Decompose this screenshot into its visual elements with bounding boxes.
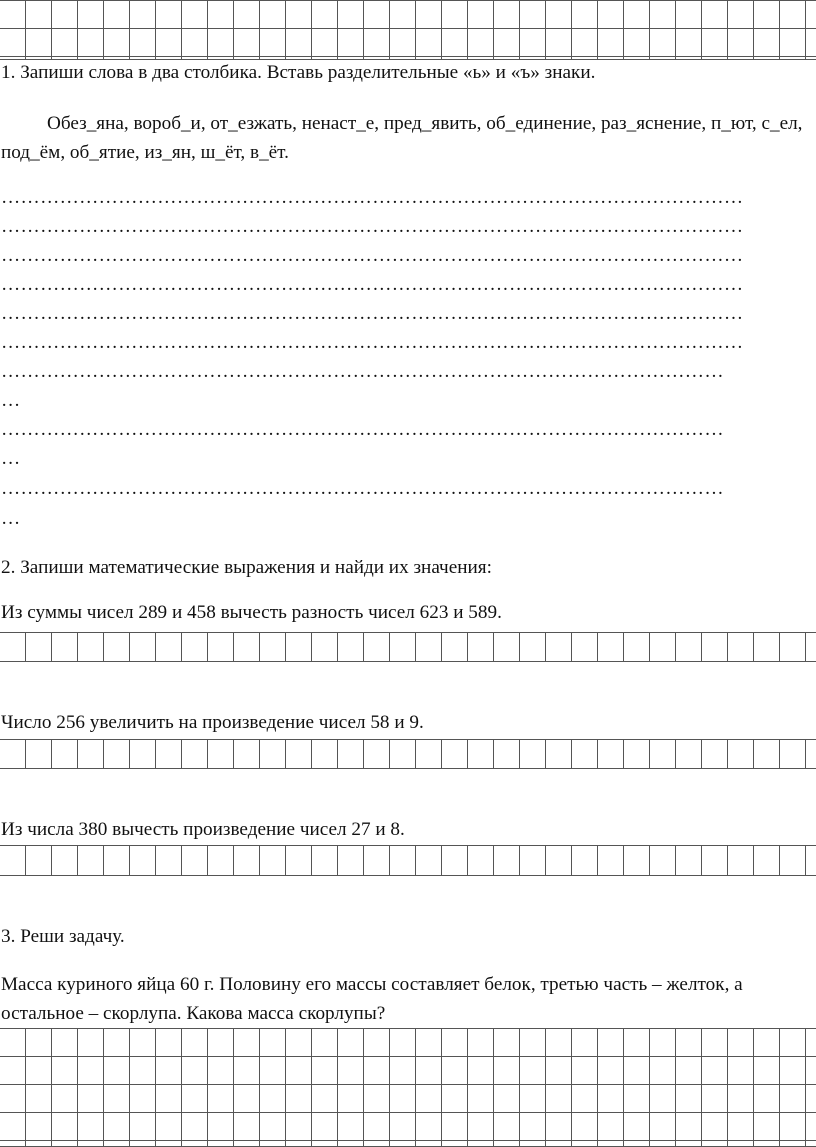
answer-line-2[interactable]: …………………………………………………………………………………………………… (1, 216, 744, 237)
answer-line-8[interactable]: ………………………………………………………………………………………………… (1, 419, 724, 440)
expression-1-grid[interactable] (0, 632, 816, 662)
top-grid (0, 0, 816, 60)
expression-2-grid[interactable] (0, 739, 816, 769)
task2-expression-3: Из числа 380 вычесть произведение чисел 27 и 8. (1, 819, 405, 840)
answer-line-3[interactable]: …………………………………………………………………………………………………… (1, 245, 744, 266)
answer-line-7[interactable]: ………………………………………………………………………………………………… (1, 361, 724, 382)
answer-line-8-tail: … (1, 448, 21, 469)
answer-line-1[interactable]: …………………………………………………………………………………………………… (1, 187, 744, 208)
task1-words: Обез_яна, вороб_и, от_езжать, ненаст_е, пред_явить, об_единение, раз_яснение, п_ют, с_ел, под_ём, об_ятие, из_ян, ш_ёт, в_ёт. (1, 113, 803, 163)
answer-line-5[interactable]: …………………………………………………………………………………………………… (1, 303, 744, 324)
task3-problem: Масса куриного яйца 60 г. Половину его массы составляет белок, третью часть – желток, а остальное – скорлупа. Какова масса скорлупы? (1, 974, 743, 1024)
expression-3-grid[interactable] (0, 845, 816, 876)
answer-line-9-tail: … (1, 508, 21, 529)
task2-expression-2: Число 256 увеличить на произведение чисел 58 и 9. (1, 712, 424, 733)
answer-line-9[interactable]: ………………………………………………………………………………………………… (1, 478, 724, 499)
task3-instruction: 3. Реши задачу. (1, 926, 125, 947)
answer-line-7-tail: … (1, 390, 21, 411)
task2-expression-1: Из суммы чисел 289 и 458 вычесть разность чисел 623 и 589. (1, 602, 502, 623)
task2-instruction: 2. Запиши математические выражения и найди их значения: (1, 557, 492, 578)
task1-instruction: 1. Запиши слова в два столбика. Вставь разделительные «ь» и «ъ» знаки. (1, 62, 596, 83)
answer-line-4[interactable]: …………………………………………………………………………………………………… (1, 274, 744, 295)
solution-grid[interactable] (0, 1028, 816, 1147)
answer-line-6[interactable]: …………………………………………………………………………………………………… (1, 332, 744, 353)
